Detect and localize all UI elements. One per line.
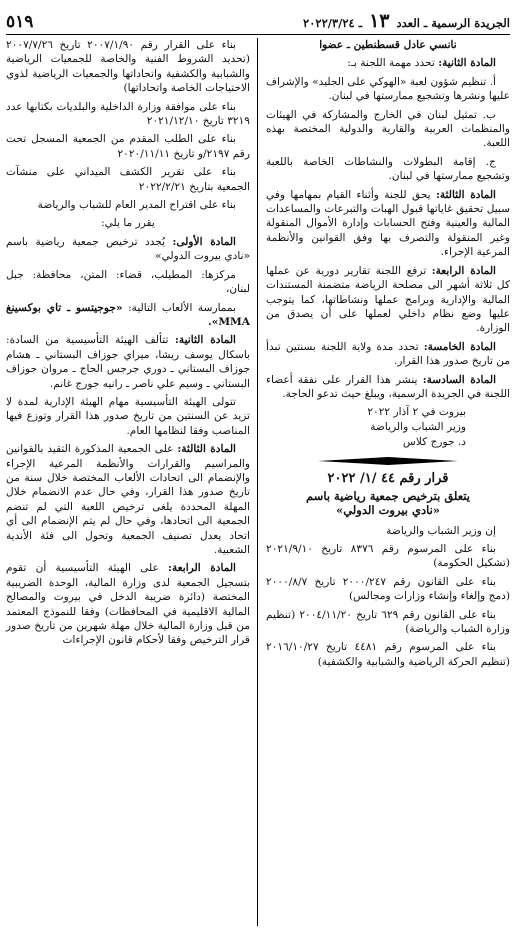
gazette-title: الجريدة الرسمية ـ العدد — [396, 16, 510, 30]
reference-9: بناء على اقتراح المدير العام للشباب والرياضة — [37, 199, 236, 212]
article-3: المادة الثالثة: يحق للجنة وأثناء القيام بمهامها وفي سبيل تحقيق غاياتها قبول الهبات والتبرعات والمساعدات المالية والعينية وفتح الحسابات وإدارة الأموال المنقولة وغير المنقولة والتصرف بها وفق القوانين والأنظمة المرعية الإجراء. — [266, 188, 510, 259]
reference-4: بناء على المرسوم رقم ٤٤٨١ تاريخ ٢٠١٦/١٠/٢٧ (تنظيم الحركة الرياضية والشبابية والكشفية) — [266, 641, 510, 668]
separator-ornament-icon — [318, 456, 458, 466]
decision-club-name: «نادي بيروت الدولي» — [336, 503, 440, 518]
article-1-seat: مركزها: المطيلب، قضاء: المتن، محافظة: جبل لبنان، — [6, 268, 250, 296]
left-column — [6, 38, 250, 928]
committee-member: نانسي عادل قسطنطين ـ عضوا — [319, 39, 457, 51]
article-5: المادة الخامسة: تحدد مدة ولاية اللجنة بسنتين تبدأ من تاريخ صدور هذا القرار. — [266, 340, 510, 368]
gazette-issue — [303, 10, 510, 32]
minister-line: إن وزير الشباب والرياضة — [386, 524, 496, 537]
article-6: المادة السادسة: ينشر هذا القرار على نفقة أعضاء اللجنة في الجريدة الرسمية، ويبلغ حيث تدعو الحاجة. — [266, 373, 510, 400]
article-2-item-a: أ. تنظيم شؤون لعبة «الهوكي على الجليد» والإشراف عليها ونشرها وتشجيع ممارستها في لبنان. — [266, 75, 510, 103]
article-1-games: بممارسة الألعاب التالية: «جوجيتسو ـ تاي بوكسينغ MMA». — [6, 301, 250, 328]
page-number: ٥١٩ — [6, 12, 34, 32]
issue-number: ١٣ — [369, 10, 390, 32]
reference-2: بناء على القانون رقم ٢٠٠٠/٢٤٧ تاريخ ٢٠٠٠/٨/٧ (دمج وإلغاء وإنشاء وزارات ومجالس) — [266, 575, 510, 603]
reference-7: بناء على الطلب المقدم من الجمعية المسجل تحت رقم ٢١٩٧/و تاريخ ٢٠٢٠/١١/١١ — [6, 133, 250, 160]
section-separator-ornament — [266, 456, 510, 466]
article-2: المادة الثانية: تحدد مهمة اللجنة بـ: — [347, 57, 496, 70]
reference-1: بناء على المرسوم رقم ٨٣٧٦ تاريخ ٢٠٢١/٩/١٠ (تشكيل الحكومة) — [266, 542, 510, 570]
signature-block — [266, 405, 466, 450]
signature-title: وزير الشباب والرياضة — [370, 421, 466, 434]
signature-name: د. جورج كلاس — [402, 436, 466, 449]
page-header — [6, 6, 510, 35]
article-1: المادة الأولى: يُجدد ترخيص جمعية رياضية باسم «نادي بيروت الدولي» — [6, 235, 250, 263]
decision-title: قرار رقم ٤٤ /١/ ٢٠٢٢ — [327, 471, 449, 487]
reference-5: بناء على القرار رقم ٢٠٠٧/١/٩٠ تاريخ ٢٠٠٧/٧/٢٦ (تحديد الشروط الفنية والخاصة للجمعيات الرياضية والشبابية والكشفية واتحاداتها والجمعيات الرياضية لذوي الاحتياجات الخاصة واتحاداتها) — [6, 39, 250, 95]
article-3-left: المادة الثالثة: على الجمعية المذكورة التقيد بالقوانين والمراسيم والقرارات والأنظمة المرعية الإجراء والإنضمام الى اتحادات الألعاب المختصة خلال سنة من تاريخ صدور هذا القرار، وفي حال عدم الانضمام خلال المهلة المحددة يلغى ترخيص اللعبة التي لم تنضم الجمعية الى اتحادها، وفي حال لم يتم الإنضمام الى أي اتحاد يعدل تصنيف الجمعية وتحول الى فئة الأندية الشعبية. — [6, 443, 250, 556]
reference-8: بناء على تقرير الكشف الميداني على منشآت الجمعية بتاريخ ٢٠٢٢/٢/٢١ — [6, 166, 250, 193]
reference-3: بناء على القانون رقم ٦٢٩ تاريخ ٢٠٠٤/١١/٢٠ (تنظيم وزارة الشباب والرياضة) — [266, 608, 510, 635]
issue-date: ـ ٢٠٢٢/٣/٢٤ — [303, 16, 363, 30]
decision-subject: يتعلق بترخيص جمعية رياضية باسم — [306, 488, 470, 503]
decides-line: يقرر ما يلي: — [101, 217, 155, 230]
article-2-item-c: ج. إقامة البطولات والنشاطات الخاصة باللعبة وتشجيع ممارستها في لبنان. — [266, 155, 510, 183]
reference-6: بناء على موافقة وزارة الداخلية والبلديات بكتابها عدد ٣٢١٩ تاريخ ٢٠٢١/١٢/١٠ — [6, 100, 250, 128]
right-column — [266, 38, 510, 928]
signature-place-date: بيروت في ٢ آذار ٢٠٢٢ — [367, 406, 466, 419]
article-2-item-b: ب. تمثيل لبنان في الخارج والمشاركة في الهيئات والمنظمات العربية والقارية والدولية المختصة بهذه اللعبة. — [266, 108, 510, 150]
article-4-left: المادة الرابعة: على الهيئة التأسيسية أن تقوم بتسجيل الجمعية لدى وزارة المالية، الوحدة الضريبية المختصة (دائرة ضريبة الدخل في بيروت والمصالح المالية الاقليمية في المحافظات) وفقا للنموذج المعتمد من قبل وزارة المالية خلال مهلة شهرين من تاريخ صدور قرار الترخيص وفقا لأحكام قانون الإجراءات — [6, 562, 250, 647]
column-divider — [257, 38, 258, 926]
article-2-left: المادة الثانية: تتألف الهيئة التأسيسية من السادة: باسكال يوسف ريشا، ميراي جوزاف البستاني ـ هشام جوزاف البستاني ـ دوري جرجس الحاج ـ مروان جوزاف البستاني ـ وسيم علي ناصر ـ رانيه جورج غانم. — [6, 334, 250, 390]
article-2-continuation: تتولى الهيئة التأسيسية مهام الهيئة الإدارية لمدة لا تزيد عن السنتين من تاريخ صدور هذا القرار وتوزع فيها المناصب وفقا لنظامها العام. — [6, 395, 250, 437]
article-4: المادة الرابعة: ترفع اللجنة تقارير دورية عن عملها كل ثلاثة أشهر الى مصلحة الرياضة متضمنة المستندات المالية والإدارية وبرامج عملها ونشاطاتها، كما يتوجب عليها وضع نظام داخلي لعملها على أن يصدق من الوزارة. — [266, 264, 510, 335]
